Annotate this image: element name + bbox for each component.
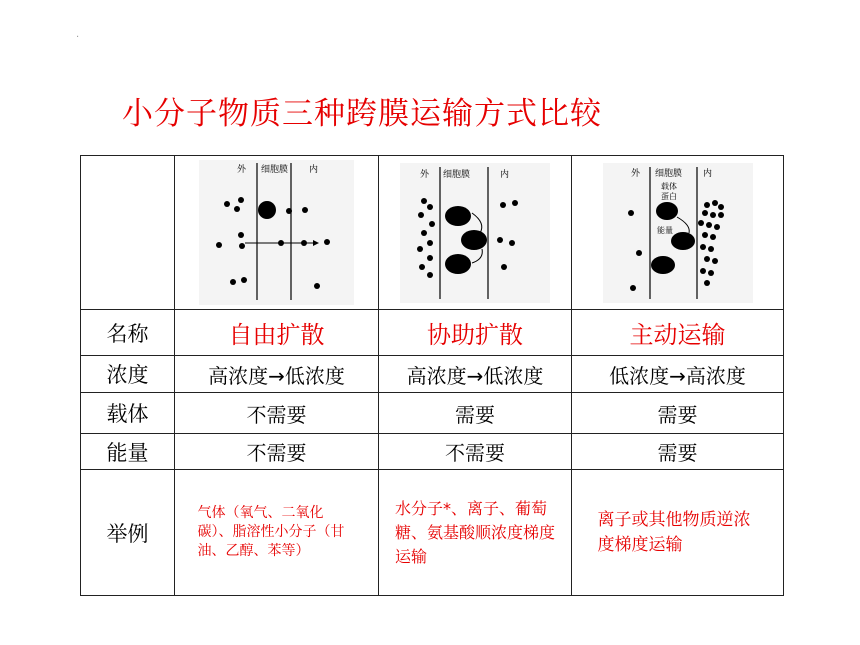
corner-cell	[81, 156, 175, 310]
active-transport-diagram	[603, 163, 753, 303]
inside-label: 内	[702, 168, 712, 179]
example-active-transport: 离子或其他物质逆浓度梯度运输	[597, 509, 751, 555]
energy-free-diffusion: 不需要	[175, 434, 379, 470]
example-facilitated-diffusion: 水分子*、离子、葡萄糖、氨基酸顺浓度梯度运输	[395, 498, 556, 566]
name-active-transport: 主动运输	[572, 310, 784, 356]
outside-label: 外	[630, 168, 640, 179]
concentration-active-transport: 低浓度→高浓度	[572, 356, 784, 393]
example-cell-free-diffusion	[175, 470, 379, 596]
concentration-row	[81, 356, 784, 393]
energy-facilitated-diffusion: 不需要	[379, 434, 572, 470]
membrane-label: 细胞膜	[443, 169, 471, 180]
example-cell-facilitated-diffusion	[379, 470, 572, 596]
example-cell-active-transport	[572, 470, 784, 596]
energy-label: 能量	[656, 225, 673, 235]
diagram-cell-free-diffusion	[175, 156, 379, 310]
example-free-diffusion: 气体（氧气、二氧化碳）、脂溶性小分子（甘油、乙醇、苯等）	[197, 505, 345, 559]
corner-dot: ·	[76, 32, 80, 43]
carrier-free-diffusion: 不需要	[175, 393, 379, 434]
example-row	[81, 470, 784, 596]
page-title: 小分子物质三种跨膜运输方式比较	[122, 96, 602, 132]
facilitated-diffusion-diagram	[400, 163, 550, 303]
inside-label: 内	[309, 165, 319, 175]
svg-text:蛋白: 蛋白	[660, 191, 677, 201]
free-diffusion-diagram	[199, 160, 354, 305]
diagram-row	[81, 156, 784, 310]
concentration-facilitated-diffusion: 高浓度→低浓度	[379, 356, 572, 393]
name-row	[81, 310, 784, 356]
outside-label: 外	[420, 169, 430, 180]
energy-row	[81, 434, 784, 470]
membrane-label: 细胞膜	[654, 168, 682, 179]
row-label-example: 举例	[81, 470, 175, 596]
row-label-name: 名称	[81, 310, 175, 356]
carrier-facilitated-diffusion: 需要	[379, 393, 572, 434]
diagram-cell-active-transport	[572, 156, 784, 310]
carrier-active-transport: 需要	[572, 393, 784, 434]
membrane-label: 细胞膜	[261, 165, 289, 175]
name-facilitated-diffusion: 协助扩散	[379, 310, 572, 356]
row-label-energy: 能量	[81, 434, 175, 470]
row-label-concentration: 浓度	[81, 356, 175, 393]
outside-label: 外	[237, 165, 247, 175]
energy-active-transport: 需要	[572, 434, 784, 470]
carrier-protein-label: 载体	[660, 181, 677, 191]
carrier-row	[81, 393, 784, 434]
name-free-diffusion: 自由扩散	[175, 310, 379, 356]
diagram-cell-facilitated-diffusion	[379, 156, 572, 310]
concentration-free-diffusion: 高浓度→低浓度	[175, 356, 379, 393]
comparison-table	[80, 155, 784, 596]
row-label-carrier: 载体	[81, 393, 175, 434]
inside-label: 内	[500, 169, 510, 180]
